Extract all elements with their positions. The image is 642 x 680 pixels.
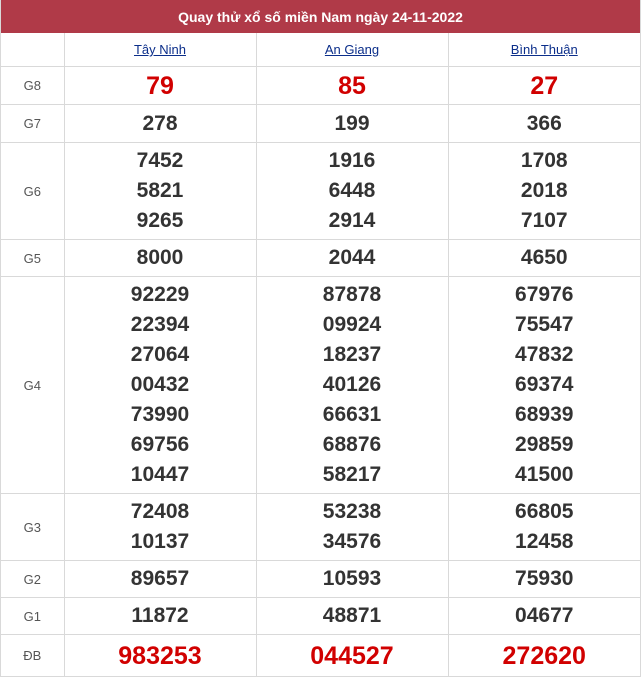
prize-cell	[256, 598, 448, 635]
prize-number: 34576	[322, 530, 382, 553]
prize-number: 04677	[515, 604, 574, 627]
prize-number: 22394	[130, 313, 190, 336]
prize-cell	[64, 561, 256, 598]
prize-number: 68939	[515, 403, 574, 426]
prize-cell	[256, 277, 448, 494]
prize-number: 68876	[322, 433, 382, 456]
prize-number: 7107	[520, 209, 568, 232]
prize-number: 6448	[328, 179, 376, 202]
prize-cell	[256, 105, 448, 143]
prize-number: 5821	[136, 179, 184, 202]
prize-number: 10593	[322, 567, 382, 590]
prize-number: 9265	[136, 209, 184, 232]
province-link-tay-ninh[interactable]: Tây Ninh	[133, 42, 187, 57]
prize-number: 18237	[322, 343, 382, 366]
prize-cell	[448, 67, 640, 105]
prize-label: G3	[1, 494, 64, 561]
prize-label: G6	[1, 143, 64, 240]
prize-number: 27	[530, 71, 559, 100]
prize-number: 4650	[520, 246, 568, 269]
prize-label: G7	[1, 105, 64, 143]
prize-number: 53238	[322, 500, 382, 523]
prize-number: 272620	[502, 641, 586, 670]
prize-number: 79	[146, 71, 174, 100]
prize-number: 10447	[130, 463, 190, 486]
prize-number: 27064	[130, 343, 190, 366]
prize-label: G1	[1, 598, 64, 635]
prize-label: G5	[1, 240, 64, 277]
prize-cell	[64, 143, 256, 240]
results-table	[1, 33, 640, 677]
prize-cell	[256, 494, 448, 561]
prize-cell	[256, 561, 448, 598]
prize-number: 40126	[322, 373, 382, 396]
prize-cell	[448, 240, 640, 277]
prize-rows	[1, 67, 640, 677]
prize-number: 044527	[310, 641, 394, 670]
prize-number: 75930	[515, 567, 574, 590]
prize-number: 75547	[515, 313, 574, 336]
province-link-binh-thuan[interactable]: Bình Thuận	[510, 42, 578, 57]
prize-cell	[256, 635, 448, 677]
prize-row	[1, 143, 640, 240]
prize-number: 11872	[131, 604, 189, 627]
prize-number: 92229	[130, 283, 190, 306]
prize-number: 66805	[515, 500, 574, 523]
prize-number: 8000	[136, 246, 184, 269]
prize-number: 1708	[520, 149, 568, 172]
prize-number: 29859	[515, 433, 574, 456]
prize-cell	[448, 277, 640, 494]
prize-number: 69374	[515, 373, 574, 396]
prize-row	[1, 598, 640, 635]
prize-number: 278	[142, 111, 178, 135]
prize-number: 10137	[130, 530, 190, 553]
prize-number: 58217	[322, 463, 382, 486]
prize-number: 66631	[322, 403, 382, 426]
prize-row	[1, 240, 640, 277]
prize-number: 2914	[328, 209, 376, 232]
prize-cell	[64, 105, 256, 143]
prize-label: G2	[1, 561, 64, 598]
prize-number: 41500	[515, 463, 574, 486]
prize-number: 199	[334, 111, 370, 135]
prize-number: 00432	[130, 373, 190, 396]
prize-cell	[256, 240, 448, 277]
prize-cell	[448, 561, 640, 598]
prize-label: G4	[1, 277, 64, 494]
prize-label: ĐB	[1, 635, 64, 677]
prize-cell	[64, 494, 256, 561]
prize-cell	[64, 240, 256, 277]
prize-row	[1, 67, 640, 105]
prize-cell	[256, 143, 448, 240]
prize-cell	[448, 635, 640, 677]
prize-cell	[64, 67, 256, 105]
prize-number: 73990	[130, 403, 190, 426]
prize-number: 67976	[515, 283, 574, 306]
prize-number: 87878	[322, 283, 382, 306]
prize-row	[1, 277, 640, 494]
prize-cell	[256, 67, 448, 105]
prize-cell	[64, 635, 256, 677]
prize-number: 89657	[130, 567, 190, 590]
prize-number: 48871	[322, 604, 382, 627]
province-header-row	[1, 33, 640, 67]
prize-cell	[64, 277, 256, 494]
prize-cell	[64, 598, 256, 635]
prize-row	[1, 105, 640, 143]
prize-number: 09924	[322, 313, 382, 336]
prize-number: 2044	[328, 246, 376, 269]
prize-cell	[448, 598, 640, 635]
prize-cell	[448, 494, 640, 561]
header-corner	[1, 33, 64, 67]
prize-number: 85	[338, 71, 366, 100]
province-link-an-giang[interactable]: An Giang	[324, 42, 380, 57]
page-title: Quay thử xổ số miền Nam ngày 24-11-2022	[1, 0, 640, 33]
prize-number: 983253	[118, 641, 202, 670]
prize-cell	[448, 105, 640, 143]
prize-row	[1, 561, 640, 598]
prize-cell	[448, 143, 640, 240]
prize-label: G8	[1, 67, 64, 105]
prize-number: 47832	[515, 343, 574, 366]
prize-number: 12458	[515, 530, 574, 553]
prize-number: 2018	[520, 179, 568, 202]
prize-row	[1, 635, 640, 677]
prize-row	[1, 494, 640, 561]
prize-number: 366	[526, 111, 562, 135]
prize-number: 69756	[130, 433, 190, 456]
prize-number: 1916	[328, 149, 376, 172]
prize-number: 7452	[136, 149, 184, 172]
prize-number: 72408	[130, 500, 190, 523]
